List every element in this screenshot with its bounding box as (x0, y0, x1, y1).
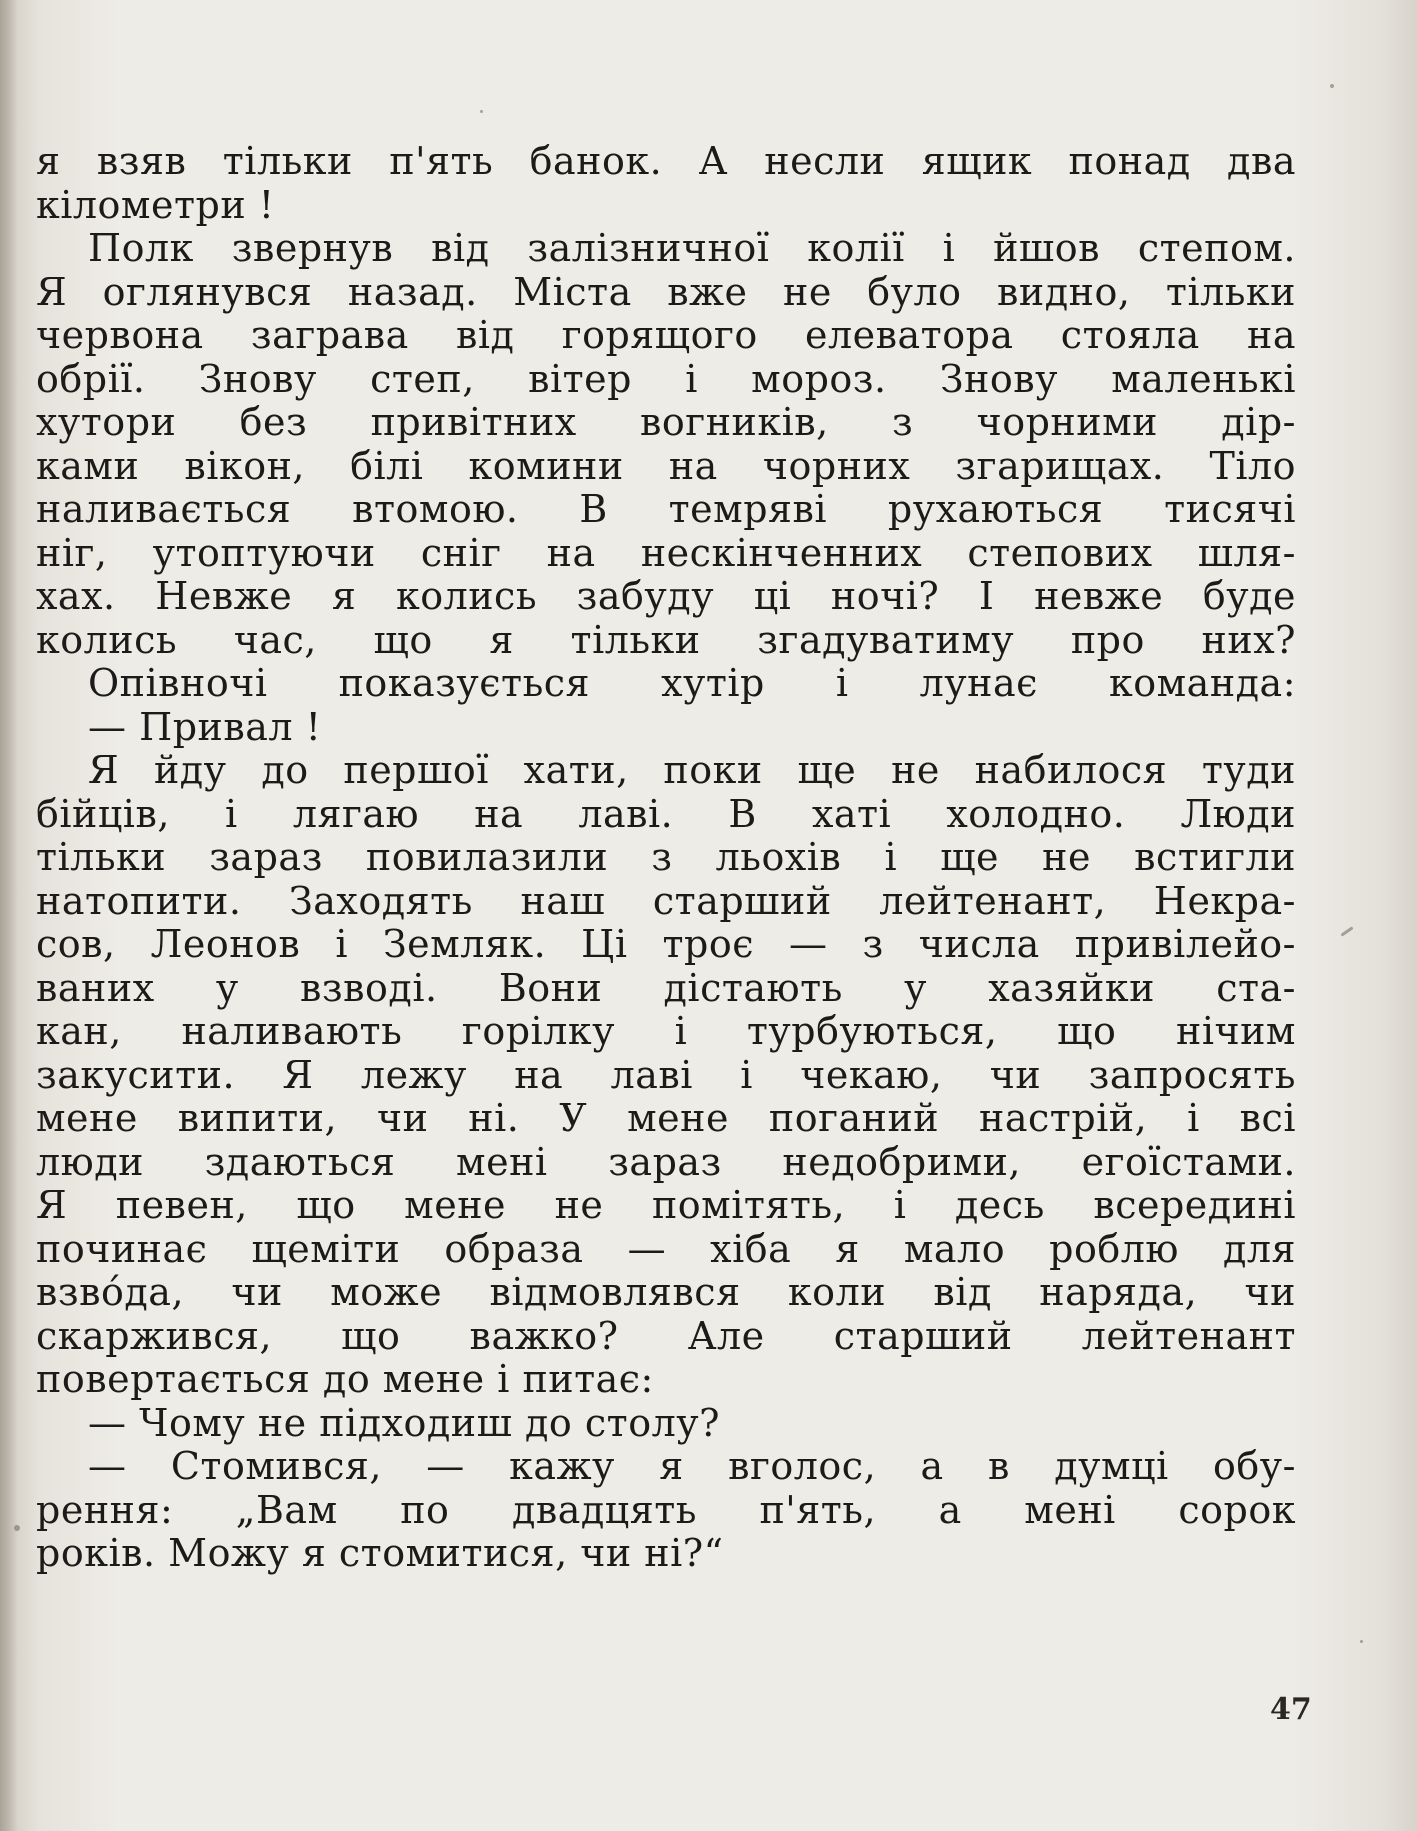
text-line: ками вікон, білі комини на чорних згарищах. Тіло (36, 443, 1296, 488)
text-line: ніг, утоптуючи сніг на нескінченних степових шля- (36, 530, 1296, 575)
text-line: кілометри ! (36, 182, 275, 227)
text-line: червона заграва від горящого елеватора стояла на (36, 313, 1296, 357)
text-line: взво́да, чи може відмовлявся коли від наряда, чи (36, 1270, 1296, 1314)
text-line: Я певен, що мене не помітять, і десь всередині (36, 1183, 1296, 1227)
text-line: ваних у взводі. Вони дістають у хазяйки ста- (36, 965, 1296, 1010)
paper-speck (480, 110, 483, 113)
page-number: 47 (1270, 1692, 1312, 1727)
text-line: бійців, і лягаю на лаві. В хаті холодно. Люди (36, 791, 1296, 836)
text-line: я взяв тільки п'ять банок. А несли ящик понад два (36, 139, 1296, 183)
text-line: Опівночі показується хутір і лунає команда: (88, 661, 1296, 705)
text-line: Полк звернув від залізничної колії і йшов степом. (88, 226, 1296, 270)
text-line: Я оглянувся назад. Міста вже не було видно, тільки (36, 269, 1296, 314)
paper-speck (1330, 84, 1334, 88)
paper-speck (14, 1525, 20, 1531)
text-line: сов, Леонов і Земляк. Ці троє — з числа привілейо- (36, 922, 1296, 966)
text-line: обрії. Знову степ, вітер і мороз. Знову маленькі (36, 356, 1296, 401)
paper-speck (1340, 926, 1353, 936)
text-line: закусити. Я лежу на лаві і чекаю, чи запросять (36, 1052, 1296, 1097)
text-line: скаржився, що важко? Але старший лейтенант (36, 1313, 1296, 1358)
paper-speck (1360, 1640, 1363, 1643)
text-line: наливається втомою. В темряві рухаються тисячі (36, 487, 1296, 531)
text-line: хах. Невже я колись забуду ці ночі? І невже буде (36, 574, 1296, 618)
text-line: Я йду до першої хати, поки ще не набилося туди (88, 748, 1296, 792)
text-line: років. Можу я стомитися, чи ні?“ (36, 1531, 724, 1575)
text-line: тільки зараз повилазили з льохів і ще не встигли (36, 835, 1296, 879)
text-line: люди здаються мені зараз недобрими, егоїстами. (36, 1139, 1296, 1184)
text-line: — Привал ! (88, 704, 322, 749)
text-line: мене випити, чи ні. У мене поганий настрій, і всі (36, 1096, 1296, 1140)
text-line: натопити. Заходять наш старший лейтенант, Некра- (36, 878, 1296, 923)
text-line: починає щеміти образа — хіба я мало роблю для (36, 1226, 1296, 1271)
text-line: рення: „Вам по двадцять п'ять, а мені сорок (36, 1487, 1296, 1532)
text-line: — Стомився, — кажу я вголос, а в думці обу- (88, 1444, 1296, 1488)
body-text (36, 140, 1296, 1576)
text-line: — Чому не підходиш до столу? (88, 1400, 720, 1445)
text-line: хутори без привітних вогників, з чорними дір- (36, 400, 1296, 444)
text-line: колись час, що я тільки згадуватиму про них? (36, 617, 1296, 662)
text-line: кан, наливають горілку і турбуються, що нічим (36, 1009, 1296, 1053)
text-line: повертається до мене і питає: (36, 1357, 654, 1401)
page-gutter-shadow (0, 0, 18, 1831)
